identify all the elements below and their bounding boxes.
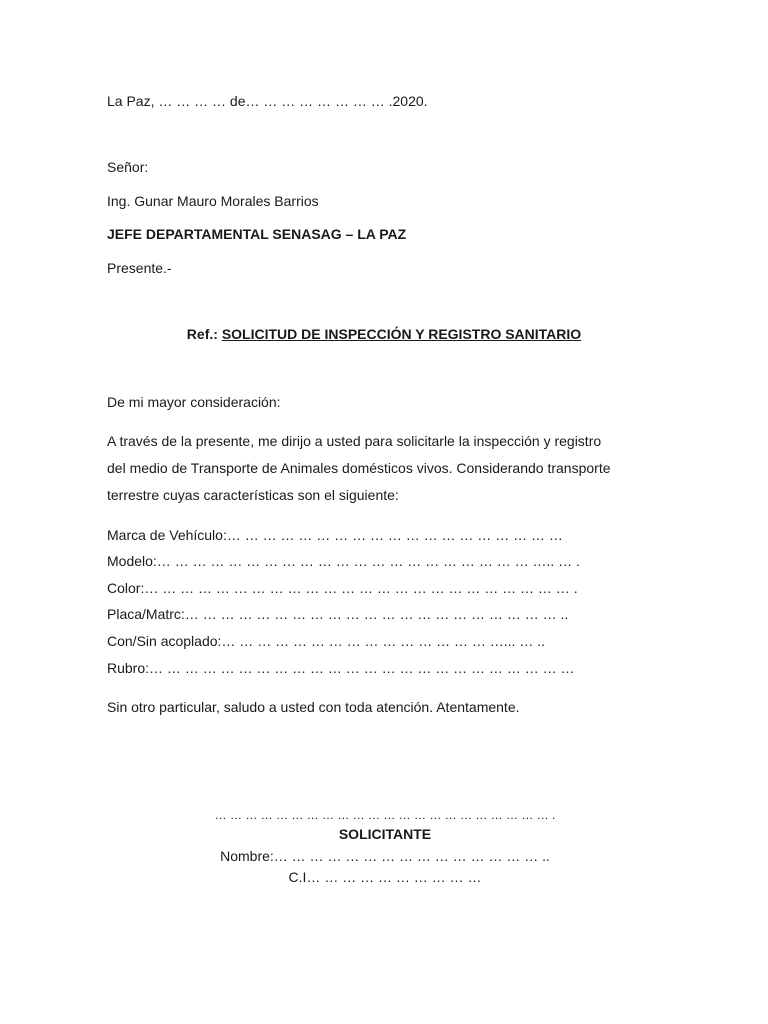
presente-line: Presente.- — [107, 260, 172, 276]
closing-line: Sin otro particular, saludo a usted con toda atención. Atentamente. — [107, 699, 520, 715]
recipient-name: Ing. Gunar Mauro Morales Barrios — [107, 193, 319, 209]
signature-name-line: Nombre:… … … … … … … … … … … … … … … .. — [220, 848, 550, 864]
reference-label: Ref.: — [186, 326, 218, 342]
signature-ci-line: C.I… … … … … … … … … … — [288, 869, 482, 885]
signature-role: SOLICITANTE — [338, 826, 432, 842]
body-line: del medio de Transporte de Animales domésticos vivos. Considerando transporte — [107, 460, 611, 476]
body-line: terrestre cuyas características son el siguiente: — [107, 487, 399, 503]
salutation: Señor: — [107, 159, 149, 175]
field-rubro: Rubro:… … … … … … … … … … … … … … … … … … … … … … … … — [107, 660, 575, 676]
date-line: La Paz, … … … … de… … … … … … … … .2020. — [107, 93, 428, 109]
recipient-title: JEFE DEPARTAMENTAL SENASAG – LA PAZ — [107, 226, 407, 242]
field-acoplado: Con/Sin acoplado:… … … … … … … … … … … … … … … …... … .. — [107, 633, 545, 649]
reference-title: SOLICITUD DE INSPECCIÓN Y REGISTRO SANITARIO — [221, 326, 582, 342]
signature-dots: … … … … … … … … … … … … … … … … … … … … … … . — [214, 808, 556, 822]
greeting: De mi mayor consideración: — [107, 394, 281, 410]
reference-line — [0, 324, 768, 344]
body-line: A través de la presente, me dirijo a usted para solicitarle la inspección y registro — [107, 433, 602, 449]
field-placa: Placa/Matrc:… … … … … … … … … … … … … … … … … … … … … .. — [107, 606, 569, 622]
field-modelo: Modelo:… … … … … … … … … … … … … … … … … … … … … ….. … . — [107, 553, 580, 569]
field-marca: Marca de Vehículo:… … … … … … … … … … … … … … … … … … … — [107, 527, 563, 543]
field-color: Color:… … … … … … … … … … … … … … … … … … … … … … … … . — [107, 580, 578, 596]
